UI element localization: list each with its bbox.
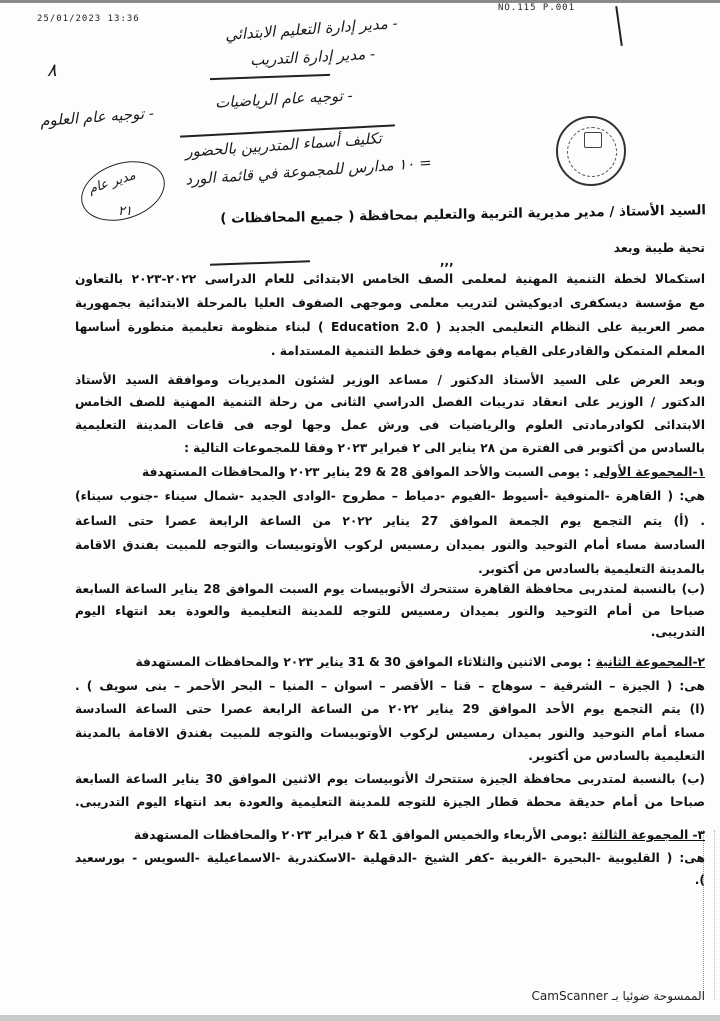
handwritten-number: ٨ <box>47 60 57 81</box>
paragraph-line: استكمالا لخطة التنمية المهنية لمعلمى الصف الخامس الابتدائى للعام الدراسى ٢٠٢٢-٢٠٢٣ بالتعاون <box>75 272 705 286</box>
group-intro: : يومى السبت والأحد الموافق 28 & 29 يناير ٢٠٢٣ والمحافظات المستهدفة <box>142 465 594 479</box>
handwritten-note: = ١٠ مدارس للمجموعة في قائمة الورد <box>184 153 433 189</box>
signature-date: ٢١ <box>118 204 132 219</box>
ministry-seal <box>556 116 626 186</box>
handwritten-note: - مدير إدارة التعليم الابتدائي <box>224 13 399 45</box>
group-line: هي: ( القاهرة -المنوفية -أسيوط -الفيوم -دمياط – مطروح -الوادى الجديد -شمال سيناء -جنوب سيناء) <box>75 489 705 503</box>
group-line: مساء أمام التوحيد والنور بميدان رمسيس لركوب الأوتوبيسات والتوجه للمبيت بفندق الاقامة بالمدينة <box>75 726 705 740</box>
paragraph-line: الدكتور / الوزير على انعقاد تدريبات الفصل الدراسي الثانى من رحلة التنمية المهنية للصف الخامس <box>75 395 705 409</box>
group-intro: :يومى الأربعاء والخميس الموافق 1& ٢ فبراير ٢٠٢٣ والمحافظات المستهدفة <box>133 828 592 842</box>
scan-bottom-edge <box>0 1015 720 1021</box>
group-line: ). <box>694 873 705 887</box>
group-line: (ا) يتم التجمع يوم الأحد الموافق 29 يناير ٢٠٢٢ من الساعة الرابعة عصرا حتى الساعة السادسة <box>75 702 705 716</box>
group-3-title-line <box>75 826 705 844</box>
scan-top-edge <box>0 0 720 3</box>
group-1-title-line <box>75 463 705 481</box>
handwritten-note: - مدير إدارة التدريب <box>249 44 376 70</box>
fax-page-ref: NO.115 P.001 <box>498 3 576 13</box>
addressee-line: السيد الأستاذ / مدير مديرية التربية والتعليم بمحافظة ( جميع المحافظات ) <box>220 202 707 227</box>
group-line: صباحا من أمام التوحيد والنور بميدان رمسيس للتوجه للمدينة التعليمية والعودة بعد انتهاء اليوم <box>75 604 705 618</box>
paragraph-line: مع مؤسسة ديسكفرى اديوكيشن لتدريب معلمى وموجهى الصفوف العليا بالمرحلة الابتدائية بجمهورية <box>75 296 705 310</box>
group-heading: ١-المجموعة الأولى <box>593 465 705 479</box>
handwritten-note: - توجيه عام العلوم <box>39 104 155 130</box>
group-line: التدريبى. <box>650 625 705 639</box>
handwritten-stroke <box>615 6 623 46</box>
handwritten-note: - توجيه عام الرياضيات <box>214 86 354 112</box>
group-intro: : يومى الاثنين والثلاثاء الموافق 30 & 31 يناير ٢٠٢٣ والمحافظات المستهدفة <box>135 655 596 669</box>
group-line: هى: ( القليوبية -البحيرة -الغربية -كفر الشيخ -الدقهلية -الاسكندرية -الاسماعيلية -السويس - بورسعيد <box>75 851 705 865</box>
paragraph-line: وبعد العرض على السيد الأستاذ الدكتور / مساعد الوزير لشئون المديريات وموافقة السيد الأستاذ <box>75 373 705 387</box>
handwritten-underline <box>210 260 310 265</box>
handwritten-underline <box>210 74 330 80</box>
group-2-title-line <box>75 653 705 671</box>
group-line: هى: ( الجيزة – الشرقية – سوهاج – قنا – الأقصر – اسوان – المنيا – البحر الأحمر – بنى سويف ) . <box>75 679 705 693</box>
group-line: (ب) بالنسبة لمتدربى محافظة الجيزة ستتحرك الأتوبيسات يوم الاثنين الموافق 30 يناير الساعة السابعة <box>75 772 706 786</box>
handwritten-note: تكليف أسماء المتدربين بالحضور <box>184 129 383 161</box>
paragraph-line: مصر العربية على النظام التعليمى الجديد ( Education 2.0 ) لبناء منظومة تعليمية متطورة أساسها <box>75 320 705 334</box>
paragraph-line: الابتدائى لكوادرمادتى العلوم والرياضيات فى ورش عمل وجها لوجه فى قاعات المدينة التعليمية <box>75 418 705 432</box>
signature: مدير عام <box>86 167 138 198</box>
group-line: . (أ) يتم التجمع يوم الجمعة الموافق 27 يناير ٢٠٢٢ من الساعة الرابعة عصرا حتى الساعة <box>75 514 705 528</box>
group-heading: ٣- المجموعة الثالثة <box>591 828 705 842</box>
group-line: السادسة مساء أمام التوحيد والنور بميدان رمسيس لركوب الأوتوبيسات والتوجه للمبيت بفندق الاقامة <box>75 538 705 552</box>
group-line: (ب) بالنسبة لمتدربى محافظة القاهرة ستتحرك الأتوبيسات يوم السبت الموافق 28 يناير الساعة السابعة <box>75 582 706 596</box>
paragraph-line: المعلم المتمكن والقادرعلى القيام بمهامه وفق خطط التنمية المستدامة . <box>270 344 705 358</box>
fax-datetime: 25/01/2023 13:36 <box>37 14 140 24</box>
paragraph-line: بالسادس من أكتوبر فى الفترة من ٢٨ يناير الى ٢ فبراير ٢٠٢٣ وفقا للمجموعات التالية : <box>184 441 705 455</box>
greeting: تحية طيبة وبعد <box>613 240 705 255</box>
greeting-suffix: ,,, <box>440 254 454 268</box>
camscanner-watermark: الممسوحة ضوئيا بـ CamScanner <box>531 989 705 1003</box>
group-line: صباحا من أمام حديقة محطة قطار الجيزة للتوجه للمدينة التعليمية والعودة بعد انتهاء اليوم التدريبى. <box>75 795 705 809</box>
group-heading: ٢-المجموعة الثانية <box>595 655 705 669</box>
group-line: التعليمية بالسادس من أكتوبر. <box>528 749 705 763</box>
group-line: بالمدينة التعليمية بالسادس من أكتوبر. <box>478 562 705 576</box>
